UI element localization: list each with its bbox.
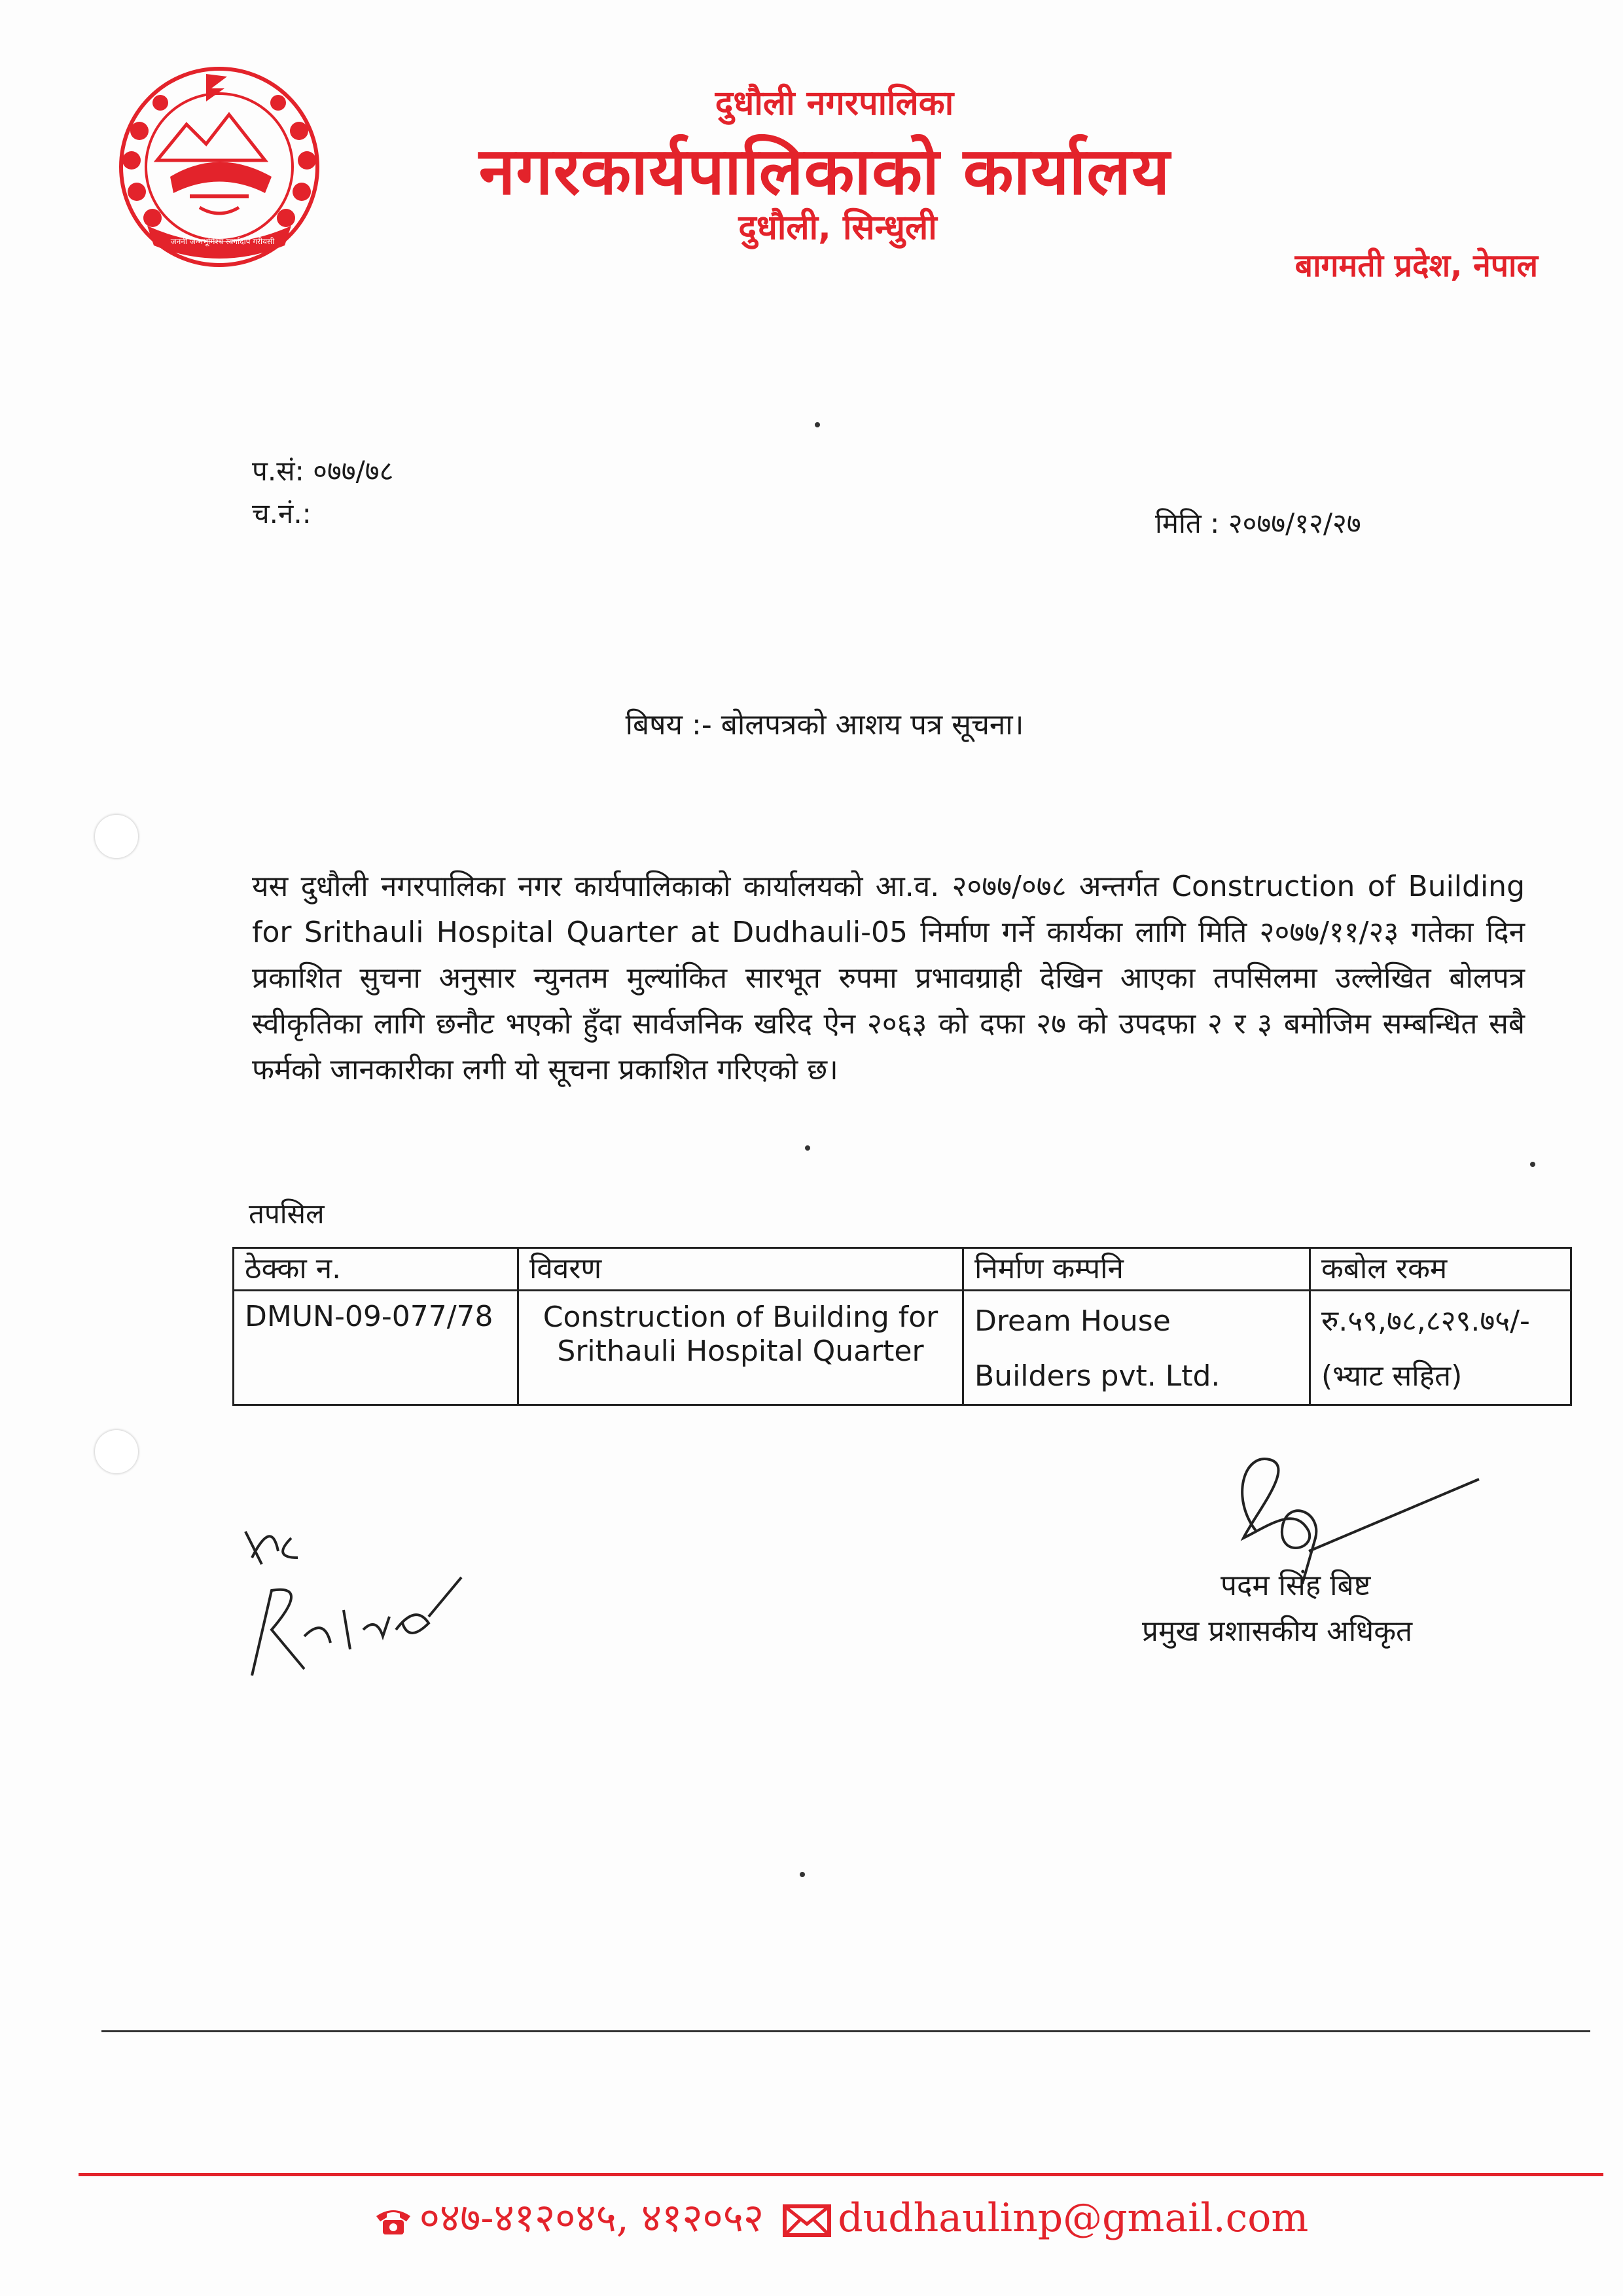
municipality-name: दुधौली नगरपालिका [715, 84, 954, 123]
scan-speck [805, 1145, 810, 1151]
phone-numbers: ०४७-४१२०४५, ४१२०५२ [419, 2195, 764, 2241]
letter-date: मिति : २०७७/१२/२७ [1155, 507, 1361, 539]
cell-amount: रु.५९,७८,८२९.७५/- (भ्याट सहित) [1310, 1291, 1571, 1405]
scan-speck [800, 1872, 805, 1877]
signatory-name: पदम सिंह बिष्ट [1221, 1569, 1371, 1602]
header-description: विवरण [518, 1248, 963, 1291]
header-contract-no: ठेक्का न. [234, 1248, 518, 1291]
email-address: dudhaulinp@gmail.com [838, 2195, 1309, 2241]
footer-divider [101, 2030, 1590, 2032]
dispatch-number: च.नं.: [252, 497, 312, 529]
signatory-title: प्रमुख प्रशासकीय अधिकृत [1142, 1615, 1413, 1648]
telephone-icon [374, 2204, 413, 2237]
office-address: दुधौली, सिन्धुली [738, 208, 937, 247]
table-row [234, 1291, 1571, 1405]
scan-speck [1530, 1162, 1535, 1167]
cell-company: Dream House Builders pvt. Ltd. [963, 1291, 1310, 1405]
cell-description: Construction of Building for Srithauli Hospital Quarter [518, 1291, 963, 1405]
envelope-icon [783, 2204, 831, 2237]
office-name: नगरकार्यपालिकाको कार्यालय [478, 133, 1171, 209]
initial-signature [232, 1518, 474, 1715]
table-header-row [234, 1248, 1571, 1291]
province-name: बागमती प्रदेश, नेपाल [1294, 247, 1538, 284]
letter-body: यस दुधौली नगरपालिका नगर कार्यपालिकाको कार्यालयको आ.व. २०७७/०७८ अन्तर्गत Construction of Building for Srithauli Hospital Quarter at Dudhauli-05 निर्माण गर्ने कार्यका लागि मिति २०७७/११/२३ गतेका दिन प्रकाशित सुचना अनुसार न्युनतम मुल्यांकित सारभूत रुपमा प्रभावग्राही देखिन आएका तपसिलमा उल्लेखित बोलपत्र स्वीकृतिका लागि छनौट भएको हुँदा सार्वजनिक खरिद ऐन २०६३ को दफा २७ को उपदफा २ र ३ बमोजिम सम्बन्धित सबै फर्मको जानकारीका लगी यो सूचना प्रकाशित गरिएको छ। [252, 870, 1525, 1086]
cell-contract-no: DMUN-09-077/78 [234, 1291, 518, 1405]
header-company: निर्माण कम्पनि [963, 1248, 1310, 1291]
scan-speck [815, 422, 820, 427]
letter-subject: बिषय :- बोलपत्रको आशय पत्र सूचना। [625, 708, 1024, 742]
punch-hole [95, 815, 138, 858]
schedule-label: तपसिल [249, 1198, 325, 1230]
footer-red-rule [79, 2173, 1603, 2176]
header-amount: कबोल रकम [1310, 1248, 1571, 1291]
contact-footer [0, 2189, 1623, 2243]
punch-hole [95, 1430, 138, 1473]
emblem-motto: जननी जन्मभूमिश्च स्वर्गादपि गरीयसी [170, 237, 275, 246]
reference-number: प.सं: ०७७/७८ [252, 455, 394, 487]
award-table [232, 1247, 1572, 1406]
